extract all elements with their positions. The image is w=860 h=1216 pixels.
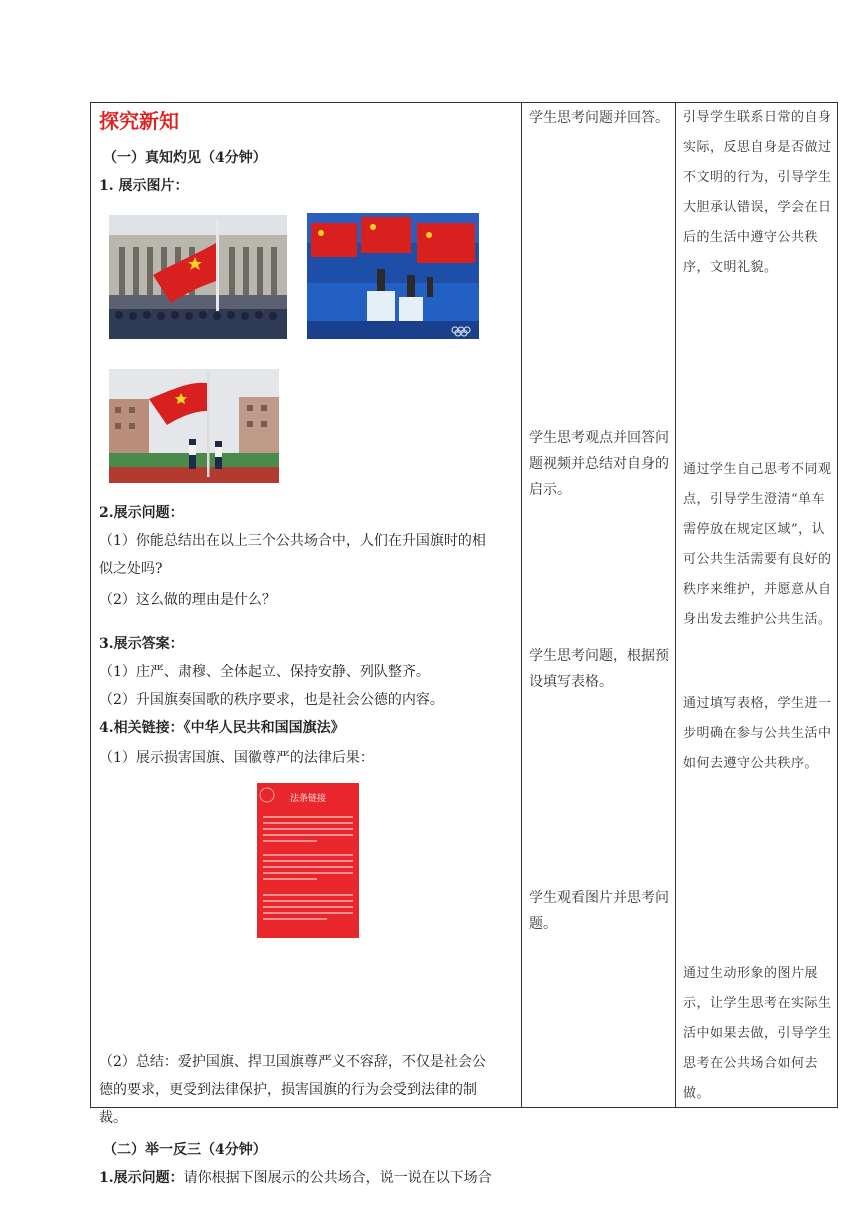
step3-label: 3.展示答案： <box>99 636 184 652</box>
summary-line2: 德的要求，更受到法律保护，损害国旗的行为会受到法律的制 <box>99 1082 477 1098</box>
flag-ceremony-photo-school <box>109 369 279 483</box>
section-title: 探究新知 <box>99 109 179 133</box>
student-activity-1: 学生思考问题并回答。 <box>529 110 669 126</box>
summary-line1: （2）总结：爱护国旗、捍卫国旗尊严义不容辞，不仅是社会公 <box>99 1054 486 1070</box>
step4-label: 4.相关链接：《中华人民共和国国旗法》 <box>99 720 345 736</box>
student-activity-2: 学生思考观点并回答问题视频并总结对自身的启示。 <box>529 430 669 498</box>
question-1-line2: 似之处吗? <box>99 561 163 577</box>
sec2-step1-text: 请你根据下图展示的公共场合，说一说在以下场合 <box>183 1170 492 1186</box>
teaching-content-column <box>91 103 521 1186</box>
sec1-heading: （一）真知灼见（4分钟） <box>103 150 267 166</box>
sec2-step1 <box>99 1168 492 1188</box>
step1-label: 1. 展示图片： <box>99 178 189 194</box>
summary-line3: 裁。 <box>99 1110 127 1126</box>
column-divider <box>675 103 676 1107</box>
question-2: （2）这么做的理由是什么？ <box>99 592 276 608</box>
student-activity-3: 学生思考问题，根据预设填写表格。 <box>529 648 669 690</box>
design-intent-2: 通过学生自己思考不同观点，引导学生澄清“单车需停放在规定区域”，认可公共生活需要有良好的秩序来维护，并愿意从自身出发去维护公共生活。 <box>683 462 832 627</box>
link-item-1: （1）展示损害国旗、国徽尊严的法律后果： <box>99 750 374 766</box>
column-divider <box>521 103 522 1107</box>
design-intent-3: 通过填写表格，学生进一步明确在参与公共生活中如何去遵守公共秩序。 <box>683 696 832 771</box>
step2-label: 2.展示问题： <box>99 505 184 521</box>
sec2-heading: （二）举一反三（4分钟） <box>103 1142 267 1158</box>
legal-card-title: 法条链接 <box>289 794 326 804</box>
answer-1: （1）庄严、肃穆、全体起立、保持安静、列队整齐。 <box>99 664 430 680</box>
sec2-step1-label: 1.展示问题： <box>99 1170 184 1186</box>
student-activity-4: 学生观看图片并思考问题。 <box>529 890 669 932</box>
question-1-line1: （1）你能总结出在以上三个公共场合中，人们在升国旗时的相 <box>99 533 486 549</box>
design-intent-4: 通过生动形象的图片展示，让学生思考在实际生活中如果去做，引导学生思考在公共场合如何去做。 <box>683 966 832 1101</box>
flag-ceremony-photo-olympics <box>307 213 479 339</box>
legal-excerpt-card <box>257 783 359 938</box>
lesson-table <box>90 102 838 1186</box>
design-intent-1: 引导学生联系日常的自身实际，反思自身是否做过不文明的行为，引导学生大胆承认错误，学会在日后的生活中遵守公共秩序，文明礼貌。 <box>683 110 832 275</box>
flag-ceremony-photo-tiananmen <box>109 215 287 339</box>
answer-2: （2）升国旗奏国歌的秩序要求，也是社会公德的内容。 <box>99 692 444 708</box>
